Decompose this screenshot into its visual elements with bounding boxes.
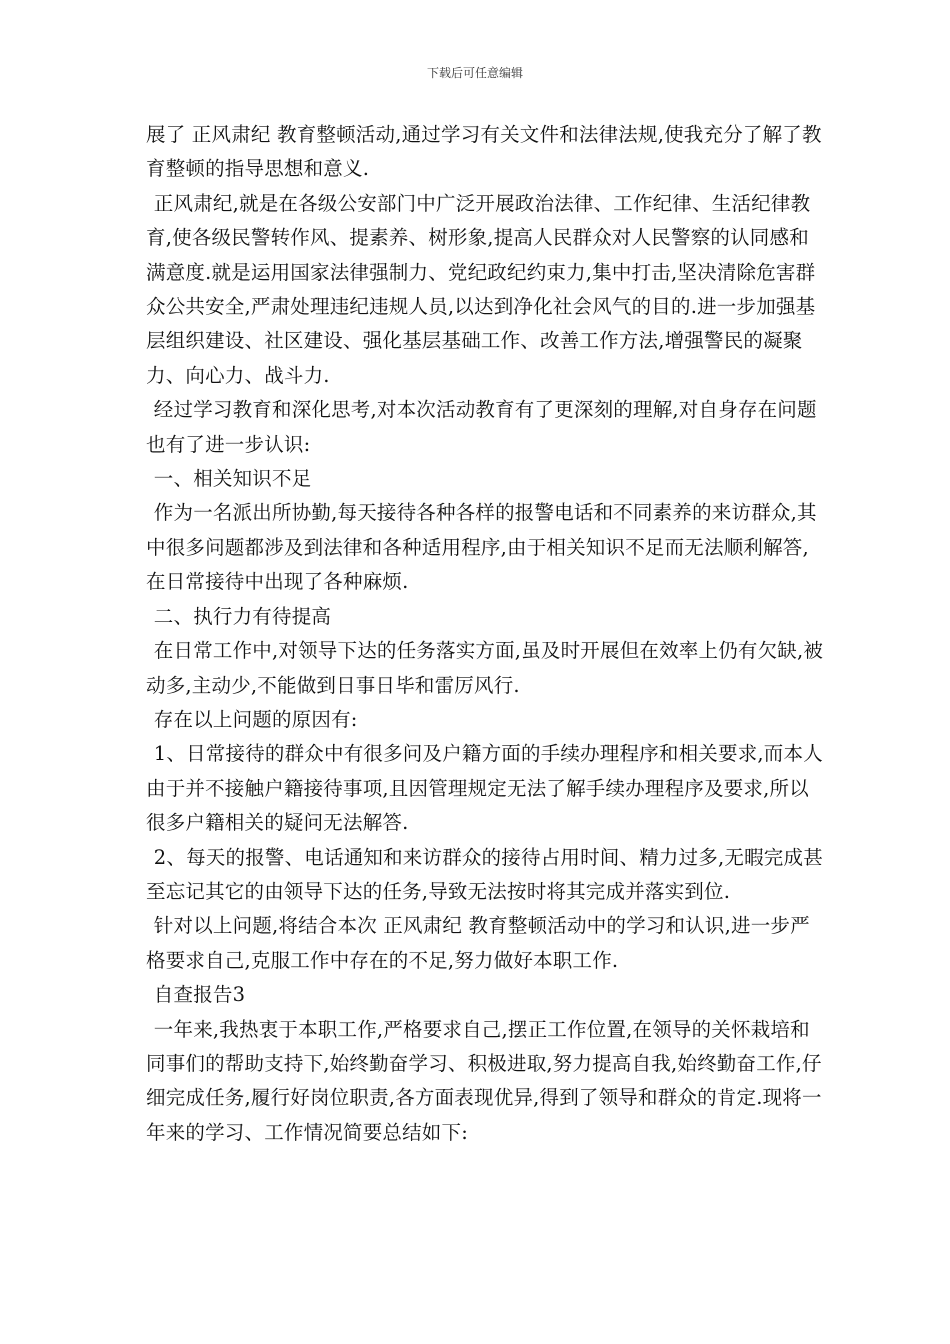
paragraph-cause-1: 1、日常接待的群众中有很多问及户籍方面的手续办理程序和相关要求,而本人由于并不接触户籍接待事项,且因管理规定无法了解手续办理程序及要求,所以很多户籍相关的疑问无法解答. xyxy=(146,742,823,835)
paragraph-execution: 在日常工作中,对领导下达的任务落实方面,虽及时开展但在效率上仍有欠缺,被动多,主动少,不能做到日事日毕和雷厉风行. xyxy=(146,639,824,697)
paragraph-annual-summary: 一年来,我热衷于本职工作,严格要求自己,摆正工作位置,在领导的关怀栽培和同事们的帮助支持下,始终勤奋学习、积极进取,努力提高自我,始终勤奋工作,仔细完成任务,履行好岗位职责,各方面表现优异,得到了领导和群众的肯定.现将一年来的学习、工作情况简要总结如下: xyxy=(146,1017,822,1144)
paragraph-intro-continued: 展了 正风肃纪 教育整顿活动,通过学习有关文件和法律法规,使我充分了解了教育整顿的指导思想和意义. xyxy=(146,123,822,181)
paragraph-causes-intro: 存在以上问题的原因有: xyxy=(153,707,358,731)
paragraph-reflection: 经过学习教育和深化思考,对本次活动教育有了更深刻的理解,对自身存在问题也有了进一步认识: xyxy=(146,398,817,456)
paragraph-cause-2: 2、每天的报警、电话通知和来访群众的接待占用时间、精力过多,无暇完成甚至忘记其它的由领导下达的任务,导致无法按时将其完成并落实到位. xyxy=(146,845,823,903)
section-heading-report-3: 自查报告3 xyxy=(153,983,246,1007)
paragraph-knowledge: 作为一名派出所协勤,每天接待各种各样的报警电话和不同素养的来访群众,其中很多问题都涉及到法律和各种适用程序,由于相关知识不足而无法顺利解答,在日常接待中出现了各种麻烦. xyxy=(146,501,817,594)
section-heading-knowledge: 一、相关知识不足 xyxy=(153,467,312,491)
paragraph-measures: 针对以上问题,将结合本次 正风肃纪 教育整顿活动中的学习和认识,进一步严格要求自己,克服工作中存在的不足,努力做好本职工作. xyxy=(146,914,810,972)
paragraph-definition: 正风肃纪,就是在各级公安部门中广泛开展政治法律、工作纪律、生活纪律教育,使各级民警转作风、提素养、树形象,提高人民群众对人民警察的认同感和满意度.就是运用国家法律强制力、党纪政纪约束力,集中打击,坚决清除危害群众公共安全,严肃处理违纪违规人员,以达到净化社会风气的目的.进一步加强基层组织建设、社区建设、强化基层基础工作、改善工作方法,增强警民的凝聚力、向心力、战斗力. xyxy=(146,191,816,387)
page-header: 下载后可任意编辑 xyxy=(426,66,523,80)
document-body xyxy=(146,118,826,1150)
section-heading-execution: 二、执行力有待提高 xyxy=(153,604,332,628)
